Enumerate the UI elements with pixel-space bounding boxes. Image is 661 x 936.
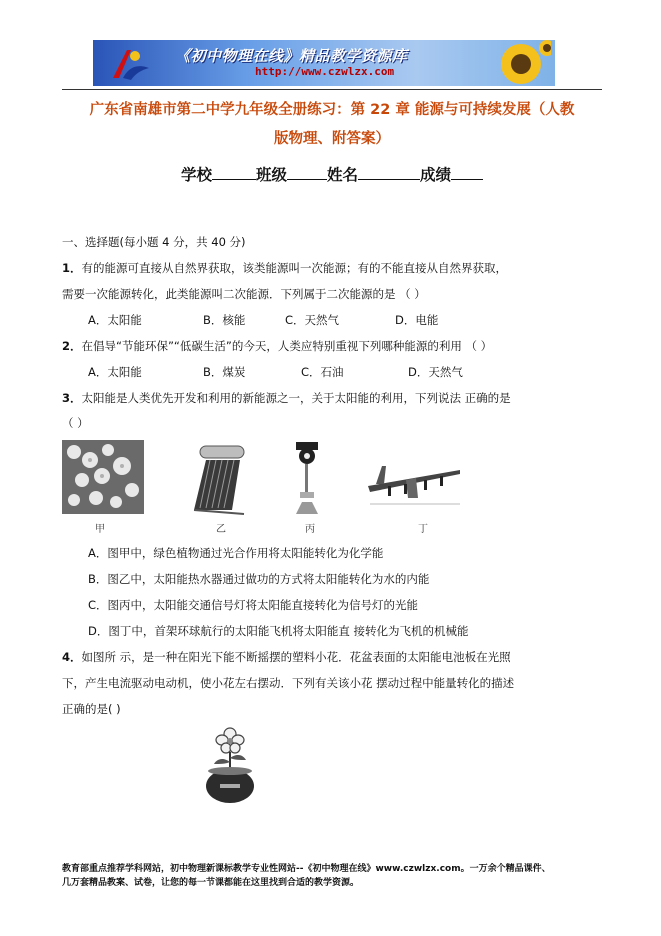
- q3-option-b: B．图乙中，太阳能热水器通过做功的方式将太阳能转化为水的内能: [88, 572, 430, 586]
- name-blank: [358, 163, 420, 180]
- document-title: [62, 96, 602, 154]
- q2-option-c: C．石油: [301, 365, 344, 379]
- caption-bing: 丙: [305, 524, 315, 535]
- banner-url[interactable]: http://www.czwlzx.com: [255, 65, 395, 78]
- question-1-options: [88, 311, 438, 329]
- school-label: 学校: [180, 165, 212, 184]
- class-blank: [287, 163, 327, 180]
- header-divider: [62, 89, 602, 90]
- question-4-line-2: 下，产生电流驱动电动机，使小花左右摆动．下列有关该小花 摆动过程中能量转化的描述: [62, 676, 515, 690]
- class-label: 班级: [255, 165, 287, 184]
- caption-yi: 乙: [216, 524, 226, 535]
- question-4-number: 4．: [62, 650, 82, 664]
- caption-jia: 甲: [95, 524, 105, 535]
- solar-airplane-image: [366, 452, 462, 512]
- question-1-line-1: 1．有的能源可直接从自然界获取，该类能源叫一次能源；有的不能直接从自然界获取，: [62, 261, 508, 275]
- solar-traffic-light-image: [290, 440, 324, 516]
- q2-option-d: D．天然气: [408, 365, 463, 379]
- q1-option-b: B．核能: [203, 313, 246, 327]
- q1-option-d: D．电能: [395, 313, 439, 327]
- page-footer: [62, 862, 602, 890]
- question-2-number: 2．: [62, 339, 82, 353]
- footer-line-1: 教育部重点推荐学科网站，初中物理新课标教学专业性网站--《初中物理在线》www.czwlzx.com。一万余个精品课件、: [62, 864, 551, 874]
- title-line-2: 版物理、附答案）: [274, 131, 390, 147]
- footer-line-2: 几万套精品教案、试卷，让您的每一节课都能在这里找到合适的教学资源。: [62, 878, 360, 888]
- q1-option-c: C．天然气: [285, 313, 340, 327]
- school-blank: [212, 163, 256, 180]
- q1-option-a: A．太阳能: [88, 313, 142, 327]
- section-heading: 一、选择题(每小题 4 分，共 40 分): [62, 235, 246, 249]
- title-line-1: 广东省南雄市第二中学九年级全册练习：第 22 章 能源与可持续发展（人教: [89, 102, 575, 118]
- solar-water-heater-image: [186, 444, 248, 516]
- q3-option-d: D．图丁中，首架环球航行的太阳能飞机将太阳能直 接转化为飞机的机械能: [88, 624, 469, 638]
- question-3-line-2: （ ）: [62, 416, 89, 430]
- question-2-line-1: 2．在倡导“节能环保”“低碳生活”的今天，人类应特别重视下列哪种能源的利用 （ ）: [62, 339, 493, 353]
- question-3-line-1: 3．太阳能是人类优先开发和利用的新能源之一，关于太阳能的利用，下列说法 正确的是: [62, 391, 511, 405]
- solar-flower-pot-image: [200, 726, 262, 804]
- question-4-line-3: 正确的是( ): [62, 702, 121, 716]
- score-blank: [451, 163, 483, 180]
- question-2-options: [88, 363, 463, 381]
- question-1-line-2: 需要一次能源转化，此类能源叫二次能源．下列属于二次能源的是 （ ）: [62, 287, 426, 301]
- name-label: 姓名: [327, 165, 359, 184]
- site-logo-icon: [105, 44, 153, 84]
- sunflower-icon: [487, 40, 551, 86]
- q3-option-a: A．图甲中，绿色植物通过光合作用将太阳能转化为化学能: [88, 546, 384, 560]
- student-info-line: [62, 163, 602, 185]
- q2-option-a: A．太阳能: [88, 365, 142, 379]
- banner-title: 《初中物理在线》精品教学资源库: [175, 47, 408, 65]
- question-4-line-1: 4．如图所 示，是一种在阳光下能不断摇摆的塑料小花．花盆表面的太阳能电池板在光照: [62, 650, 511, 664]
- caption-ding: 丁: [418, 524, 428, 535]
- header-banner: [93, 40, 555, 86]
- blossom-photo-image: [62, 440, 144, 514]
- score-label: 成绩: [420, 165, 452, 184]
- question-3-number: 3．: [62, 391, 82, 405]
- question-1-number: 1．: [62, 261, 82, 275]
- q2-option-b: B．煤炭: [203, 365, 246, 379]
- q3-option-c: C．图丙中，太阳能交通信号灯将太阳能直接转化为信号灯的光能: [88, 598, 419, 612]
